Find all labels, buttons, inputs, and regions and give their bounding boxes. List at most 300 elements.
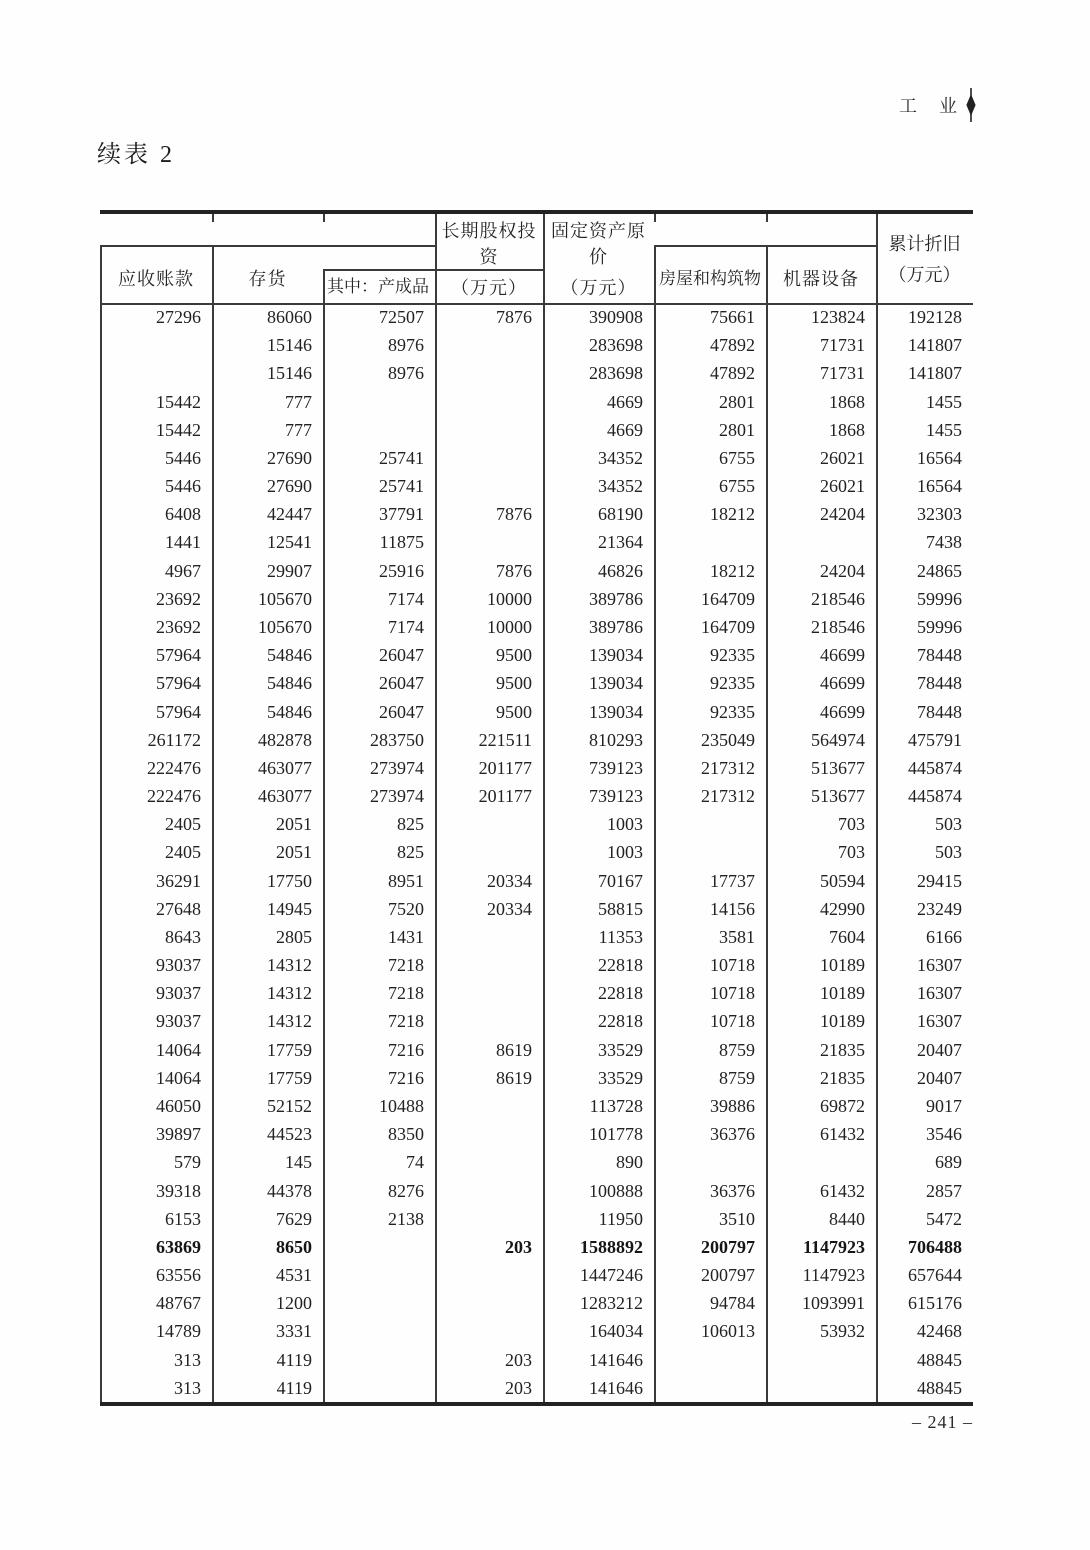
cell-r28-c8: 20407 <box>917 1067 962 1088</box>
cell-r24-c1: 93037 <box>156 955 201 976</box>
header-band-rule-left <box>100 245 435 247</box>
cell-r16-c5: 810293 <box>589 729 643 750</box>
cell-r6-c7: 26021 <box>820 447 865 468</box>
cell-r16-c6: 235049 <box>701 729 755 750</box>
cell-r34-c5: 1588892 <box>580 1236 643 1257</box>
cell-r28-c7: 21835 <box>820 1067 865 1088</box>
cell-r34-c1: 63869 <box>156 1236 201 1257</box>
cell-r26-c3: 7218 <box>388 1011 424 1032</box>
cell-r14-c3: 26047 <box>379 673 424 694</box>
cell-r7-c6: 6755 <box>719 476 755 497</box>
cell-r16-c1: 261172 <box>147 729 201 750</box>
cell-r27-c7: 21835 <box>820 1039 865 1060</box>
cell-r16-c2: 482878 <box>258 729 312 750</box>
col-header-accounts-receivable: 应收账款 <box>118 269 194 289</box>
cell-r28-c2: 17759 <box>267 1067 312 1088</box>
cell-r2-c5: 283698 <box>589 335 643 356</box>
cell-r18-c1: 222476 <box>147 786 201 807</box>
cell-r24-c8: 16307 <box>917 955 962 976</box>
cell-r17-c3: 273974 <box>370 757 424 778</box>
col-header-long-term-equity-unit: （万元） <box>451 278 527 298</box>
cell-r4-c5: 4669 <box>607 391 643 412</box>
cell-r6-c3: 25741 <box>379 447 424 468</box>
table-row <box>100 951 973 979</box>
cell-r37-c5: 164034 <box>589 1321 643 1342</box>
data-table <box>100 210 973 1406</box>
cell-r14-c5: 139034 <box>589 673 643 694</box>
table-row <box>100 810 973 838</box>
table-row <box>100 838 973 866</box>
table-row <box>100 331 973 359</box>
cell-r25-c7: 10189 <box>820 983 865 1004</box>
cell-r18-c7: 513677 <box>811 786 865 807</box>
cell-r1-c1: 27296 <box>156 307 201 327</box>
table-row <box>100 669 973 697</box>
table-row <box>100 1289 973 1317</box>
table-row <box>100 1261 973 1289</box>
cell-r1-c6: 75661 <box>710 307 755 327</box>
cell-r15-c6: 92335 <box>710 701 755 722</box>
cell-r31-c8: 689 <box>935 1152 962 1173</box>
cell-r6-c8: 16564 <box>917 447 962 468</box>
cell-r19-c1: 2405 <box>165 814 201 835</box>
cell-r17-c7: 513677 <box>811 757 865 778</box>
cell-r25-c3: 7218 <box>388 983 424 1004</box>
col-header-buildings: 房屋和构筑物 <box>659 269 761 288</box>
cell-r17-c5: 739123 <box>589 757 643 778</box>
cell-r12-c2: 105670 <box>258 616 312 637</box>
cell-r29-c3: 10488 <box>379 1096 424 1117</box>
col-header-long-term-equity-line1: 长期股权投资 <box>441 221 537 267</box>
page-number: – 241 – <box>912 1412 973 1432</box>
cell-r27-c8: 20407 <box>917 1039 962 1060</box>
cell-r35-c8: 657644 <box>908 1265 962 1286</box>
cell-r1-c7: 123824 <box>811 307 865 327</box>
cell-r14-c1: 57964 <box>156 673 201 694</box>
table-row <box>100 1148 973 1176</box>
cell-r30-c8: 3546 <box>926 1124 962 1145</box>
table-row <box>100 1374 973 1402</box>
table-row <box>100 1064 973 1092</box>
cell-r17-c8: 445874 <box>908 757 962 778</box>
table-row <box>100 867 973 895</box>
cell-r21-c6: 17737 <box>710 870 755 891</box>
cell-r26-c1: 93037 <box>156 1011 201 1032</box>
cell-r10-c6: 18212 <box>710 560 755 581</box>
cell-r27-c3: 7216 <box>388 1039 424 1060</box>
cell-r9-c2: 12541 <box>267 532 312 553</box>
cell-r29-c7: 69872 <box>820 1096 865 1117</box>
cell-r21-c7: 50594 <box>820 870 865 891</box>
col-header-depreciation-line1: 累计折旧 <box>888 234 961 254</box>
cell-r22-c8: 23249 <box>917 898 962 919</box>
cell-r32-c2: 44378 <box>267 1180 312 1201</box>
table-row <box>100 1233 973 1261</box>
cell-r10-c8: 24865 <box>917 560 962 581</box>
cell-r29-c2: 52152 <box>267 1096 312 1117</box>
cell-r39-c2: 4119 <box>276 1377 312 1398</box>
col-header-finished-goods: 其中：产成品 <box>327 277 429 296</box>
cell-r4-c8: 1455 <box>926 391 962 412</box>
cell-r22-c5: 58815 <box>598 898 643 919</box>
table-row <box>100 1177 973 1205</box>
table-row <box>100 388 973 416</box>
table-row <box>100 585 973 613</box>
cell-r25-c2: 14312 <box>267 983 312 1004</box>
cell-r2-c7: 71731 <box>820 335 865 356</box>
column-continuation-tick <box>323 214 325 222</box>
cell-r28-c6: 8759 <box>719 1067 755 1088</box>
table-row <box>100 303 973 331</box>
cell-r16-c8: 475791 <box>908 729 962 750</box>
cell-r23-c2: 2805 <box>276 926 312 947</box>
cell-r20-c2: 2051 <box>276 842 312 863</box>
cell-r16-c4: 221511 <box>478 729 532 750</box>
cell-r33-c8: 5472 <box>926 1208 962 1229</box>
cell-r15-c2: 54846 <box>267 701 312 722</box>
cell-r8-c1: 6408 <box>165 504 201 525</box>
cell-r7-c2: 27690 <box>267 476 312 497</box>
cell-r32-c3: 8276 <box>388 1180 424 1201</box>
cell-r10-c5: 46826 <box>598 560 643 581</box>
cell-r11-c7: 218546 <box>811 588 865 609</box>
cell-r23-c3: 1431 <box>388 926 424 947</box>
cell-r11-c6: 164709 <box>701 588 755 609</box>
col-header-depreciation <box>876 216 973 303</box>
table-row <box>100 979 973 1007</box>
cell-r31-c2: 145 <box>285 1152 312 1173</box>
cell-r37-c7: 53932 <box>820 1321 865 1342</box>
cell-r33-c1: 6153 <box>165 1208 201 1229</box>
cell-r15-c4: 9500 <box>496 701 532 722</box>
table-row <box>100 613 973 641</box>
cell-r5-c2: 777 <box>285 419 312 440</box>
cell-r14-c6: 92335 <box>710 673 755 694</box>
cell-r22-c6: 14156 <box>710 898 755 919</box>
cell-r6-c1: 5446 <box>165 447 201 468</box>
cell-r38-c4: 203 <box>505 1349 532 1370</box>
cell-r35-c6: 200797 <box>701 1265 755 1286</box>
cell-r8-c7: 24204 <box>820 504 865 525</box>
cell-r30-c7: 61432 <box>820 1124 865 1145</box>
cell-r11-c1: 23692 <box>156 588 201 609</box>
table-row <box>100 726 973 754</box>
cell-r23-c7: 7604 <box>829 926 865 947</box>
cell-r29-c1: 46050 <box>156 1096 201 1117</box>
cell-r30-c6: 36376 <box>710 1124 755 1145</box>
cell-r35-c7: 1147923 <box>802 1265 865 1286</box>
cell-r13-c7: 46699 <box>820 645 865 666</box>
cell-r3-c8: 141807 <box>908 363 962 384</box>
cell-r33-c2: 7629 <box>276 1208 312 1229</box>
cell-r10-c2: 29907 <box>267 560 312 581</box>
cell-r35-c5: 1447246 <box>580 1265 643 1286</box>
cell-r2-c6: 47892 <box>710 335 755 356</box>
cell-r6-c6: 6755 <box>719 447 755 468</box>
cell-r36-c6: 94784 <box>710 1293 755 1314</box>
cell-r20-c8: 503 <box>935 842 962 863</box>
cell-r16-c7: 564974 <box>811 729 865 750</box>
cell-r36-c7: 1093991 <box>802 1293 865 1314</box>
cell-r30-c5: 101778 <box>589 1124 643 1145</box>
cell-r11-c3: 7174 <box>388 588 424 609</box>
cell-r20-c5: 1003 <box>607 842 643 863</box>
cell-r22-c7: 42990 <box>820 898 865 919</box>
cell-r22-c1: 27648 <box>156 898 201 919</box>
cell-r39-c5: 141646 <box>589 1377 643 1398</box>
cell-r21-c5: 70167 <box>598 870 643 891</box>
cell-r30-c1: 39897 <box>156 1124 201 1145</box>
cell-r23-c1: 8643 <box>165 926 201 947</box>
cell-r32-c1: 39318 <box>156 1180 201 1201</box>
table-border-top <box>100 210 973 214</box>
cell-r17-c1: 222476 <box>147 757 201 778</box>
col-header-fixed-assets-line1: 固定资产原价 <box>551 221 646 267</box>
cell-r18-c6: 217312 <box>701 786 755 807</box>
cell-r11-c8: 59996 <box>917 588 962 609</box>
cell-r16-c3: 283750 <box>370 729 424 750</box>
cell-r13-c5: 139034 <box>589 645 643 666</box>
cell-r4-c2: 777 <box>285 391 312 412</box>
cell-r8-c5: 68190 <box>598 504 643 525</box>
cell-r27-c1: 14064 <box>156 1039 201 1060</box>
col-header-inventory: 存货 <box>248 269 287 289</box>
cell-r34-c8: 706488 <box>908 1236 962 1257</box>
cell-r36-c1: 48767 <box>156 1293 201 1314</box>
cell-r7-c3: 25741 <box>379 476 424 497</box>
table-row <box>100 1205 973 1233</box>
cell-r31-c3: 74 <box>406 1152 424 1173</box>
cell-r29-c5: 113728 <box>589 1096 643 1117</box>
cell-r3-c3: 8976 <box>388 363 424 384</box>
table-row <box>100 1092 973 1120</box>
cell-r37-c8: 42468 <box>917 1321 962 1342</box>
cell-r18-c4: 201177 <box>478 786 532 807</box>
cell-r23-c8: 6166 <box>926 926 962 947</box>
cell-r5-c6: 2801 <box>719 419 755 440</box>
cell-r11-c2: 105670 <box>258 588 312 609</box>
cell-r8-c8: 32303 <box>917 504 962 525</box>
column-continuation-tick <box>654 214 656 222</box>
cell-r30-c2: 44523 <box>267 1124 312 1145</box>
cell-r14-c7: 46699 <box>820 673 865 694</box>
cell-r37-c6: 106013 <box>701 1321 755 1342</box>
table-row <box>100 416 973 444</box>
cell-r4-c1: 15442 <box>156 391 201 412</box>
cell-r38-c8: 48845 <box>917 1349 962 1370</box>
cell-r18-c3: 273974 <box>370 786 424 807</box>
cell-r7-c1: 5446 <box>165 476 201 497</box>
cell-r12-c1: 23692 <box>156 616 201 637</box>
cell-r27-c2: 17759 <box>267 1039 312 1060</box>
cell-r29-c8: 9017 <box>926 1096 962 1117</box>
table-row <box>100 1007 973 1035</box>
cell-r27-c6: 8759 <box>719 1039 755 1060</box>
cell-r13-c2: 54846 <box>267 645 312 666</box>
cell-r25-c1: 93037 <box>156 983 201 1004</box>
cell-r4-c7: 1868 <box>829 391 865 412</box>
cell-r3-c5: 283698 <box>589 363 643 384</box>
cell-r12-c4: 10000 <box>487 616 532 637</box>
cell-r1-c3: 72507 <box>379 307 424 327</box>
table-row <box>100 698 973 726</box>
cell-r26-c7: 10189 <box>820 1011 865 1032</box>
cell-r14-c2: 54846 <box>267 673 312 694</box>
cell-r36-c5: 1283212 <box>580 1293 643 1314</box>
section-diamond-icon <box>964 88 978 122</box>
table-row <box>100 1317 973 1345</box>
cell-r34-c7: 1147923 <box>802 1236 865 1257</box>
cell-r11-c5: 389786 <box>589 588 643 609</box>
cell-r1-c8: 192128 <box>908 307 962 327</box>
cell-r32-c5: 100888 <box>589 1180 643 1201</box>
cell-r1-c5: 390908 <box>589 307 643 327</box>
cell-r15-c7: 46699 <box>820 701 865 722</box>
cell-r9-c8: 7438 <box>926 532 962 553</box>
column-continuation-tick <box>766 214 768 222</box>
cell-r25-c6: 10718 <box>710 983 755 1004</box>
cell-r8-c2: 42447 <box>267 504 312 525</box>
cell-r11-c4: 10000 <box>487 588 532 609</box>
cell-r35-c1: 63556 <box>156 1265 201 1286</box>
cell-r27-c4: 8619 <box>496 1039 532 1060</box>
cell-r31-c1: 579 <box>174 1152 201 1173</box>
cell-r5-c5: 4669 <box>607 419 643 440</box>
table-row <box>100 1120 973 1148</box>
cell-r38-c5: 141646 <box>589 1349 643 1370</box>
cell-r10-c4: 7876 <box>496 560 532 581</box>
cell-r36-c2: 1200 <box>276 1293 312 1314</box>
cell-r19-c8: 503 <box>935 814 962 835</box>
cell-r23-c6: 3581 <box>719 926 755 947</box>
cell-r25-c8: 16307 <box>917 983 962 1004</box>
cell-r33-c7: 8440 <box>829 1208 865 1229</box>
table-row <box>100 472 973 500</box>
cell-r28-c4: 8619 <box>496 1067 532 1088</box>
table-row <box>100 444 973 472</box>
cell-r39-c4: 203 <box>505 1377 532 1398</box>
cell-r32-c6: 36376 <box>710 1180 755 1201</box>
cell-r18-c8: 445874 <box>908 786 962 807</box>
cell-r21-c3: 8951 <box>388 870 424 891</box>
cell-r34-c2: 8650 <box>276 1236 312 1257</box>
cell-r26-c6: 10718 <box>710 1011 755 1032</box>
cell-r12-c6: 164709 <box>701 616 755 637</box>
cell-r7-c7: 26021 <box>820 476 865 497</box>
cell-r38-c1: 313 <box>174 1349 201 1370</box>
cell-r2-c2: 15146 <box>267 335 312 356</box>
column-continuation-tick <box>212 214 214 222</box>
cell-r24-c7: 10189 <box>820 955 865 976</box>
cell-r4-c6: 2801 <box>719 391 755 412</box>
cell-r9-c1: 1441 <box>165 532 201 553</box>
cell-r10-c3: 25916 <box>379 560 424 581</box>
cell-r15-c5: 139034 <box>589 701 643 722</box>
cell-r15-c3: 26047 <box>379 701 424 722</box>
cell-r20-c7: 703 <box>838 842 865 863</box>
cell-r1-c2: 86060 <box>267 307 312 327</box>
cell-r7-c8: 16564 <box>917 476 962 497</box>
cell-r22-c3: 7520 <box>388 898 424 919</box>
col-header-depreciation-unit: （万元） <box>888 265 961 285</box>
cell-r12-c7: 218546 <box>811 616 865 637</box>
cell-r13-c3: 26047 <box>379 645 424 666</box>
cell-r39-c8: 48845 <box>917 1377 962 1398</box>
cell-r5-c8: 1455 <box>926 419 962 440</box>
cell-r33-c6: 3510 <box>719 1208 755 1229</box>
cell-r37-c2: 3331 <box>276 1321 312 1342</box>
table-row <box>100 895 973 923</box>
cell-r15-c1: 57964 <box>156 701 201 722</box>
cell-r36-c8: 615176 <box>908 1293 962 1314</box>
table-row <box>100 782 973 810</box>
cell-r13-c8: 78448 <box>917 645 962 666</box>
table-row <box>100 528 973 556</box>
cell-r26-c5: 22818 <box>598 1011 643 1032</box>
cell-r39-c1: 313 <box>174 1377 201 1398</box>
cell-r24-c3: 7218 <box>388 955 424 976</box>
cell-r3-c6: 47892 <box>710 363 755 384</box>
cell-r5-c7: 1868 <box>829 419 865 440</box>
table-row <box>100 641 973 669</box>
cell-r7-c5: 34352 <box>598 476 643 497</box>
cell-r2-c3: 8976 <box>388 335 424 356</box>
cell-r15-c8: 78448 <box>917 701 962 722</box>
cell-r26-c8: 16307 <box>917 1011 962 1032</box>
table-row <box>100 754 973 782</box>
cell-r21-c2: 17750 <box>267 870 312 891</box>
cell-r28-c1: 14064 <box>156 1067 201 1088</box>
cell-r19-c7: 703 <box>838 814 865 835</box>
cell-r18-c2: 463077 <box>258 786 312 807</box>
cell-r21-c4: 20334 <box>487 870 532 891</box>
cell-r14-c4: 9500 <box>496 673 532 694</box>
table-border-bottom <box>100 1402 973 1406</box>
cell-r10-c1: 4967 <box>165 560 201 581</box>
cell-r12-c3: 7174 <box>388 616 424 637</box>
cell-r8-c3: 37791 <box>379 504 424 525</box>
cell-r23-c5: 11353 <box>598 926 643 947</box>
cell-r29-c6: 39886 <box>710 1096 755 1117</box>
cell-r20-c1: 2405 <box>165 842 201 863</box>
cell-r17-c6: 217312 <box>701 757 755 778</box>
cell-r19-c3: 825 <box>397 814 424 835</box>
cell-r14-c8: 78448 <box>917 673 962 694</box>
cell-r21-c1: 36291 <box>156 870 201 891</box>
cell-r8-c4: 7876 <box>496 504 532 525</box>
running-head <box>840 88 978 122</box>
running-head-text: 工 业 <box>899 96 959 116</box>
cell-r13-c1: 57964 <box>156 645 201 666</box>
cell-r3-c7: 71731 <box>820 363 865 384</box>
cell-r13-c6: 92335 <box>710 645 755 666</box>
header-band-rule-right <box>654 245 876 247</box>
cell-r3-c2: 15146 <box>267 363 312 384</box>
table-row <box>100 500 973 528</box>
cell-r12-c8: 59996 <box>917 616 962 637</box>
cell-r24-c6: 10718 <box>710 955 755 976</box>
col-header-fixed-assets <box>543 216 654 303</box>
cell-r22-c4: 20334 <box>487 898 532 919</box>
cell-r19-c5: 1003 <box>607 814 643 835</box>
cell-r1-c4: 7876 <box>496 307 532 327</box>
cell-r19-c2: 2051 <box>276 814 312 835</box>
cell-r35-c2: 4531 <box>276 1265 312 1286</box>
cell-r12-c5: 389786 <box>589 616 643 637</box>
col-header-machinery: 机器设备 <box>783 269 859 289</box>
cell-r13-c4: 9500 <box>496 645 532 666</box>
cell-r21-c8: 29415 <box>917 870 962 891</box>
